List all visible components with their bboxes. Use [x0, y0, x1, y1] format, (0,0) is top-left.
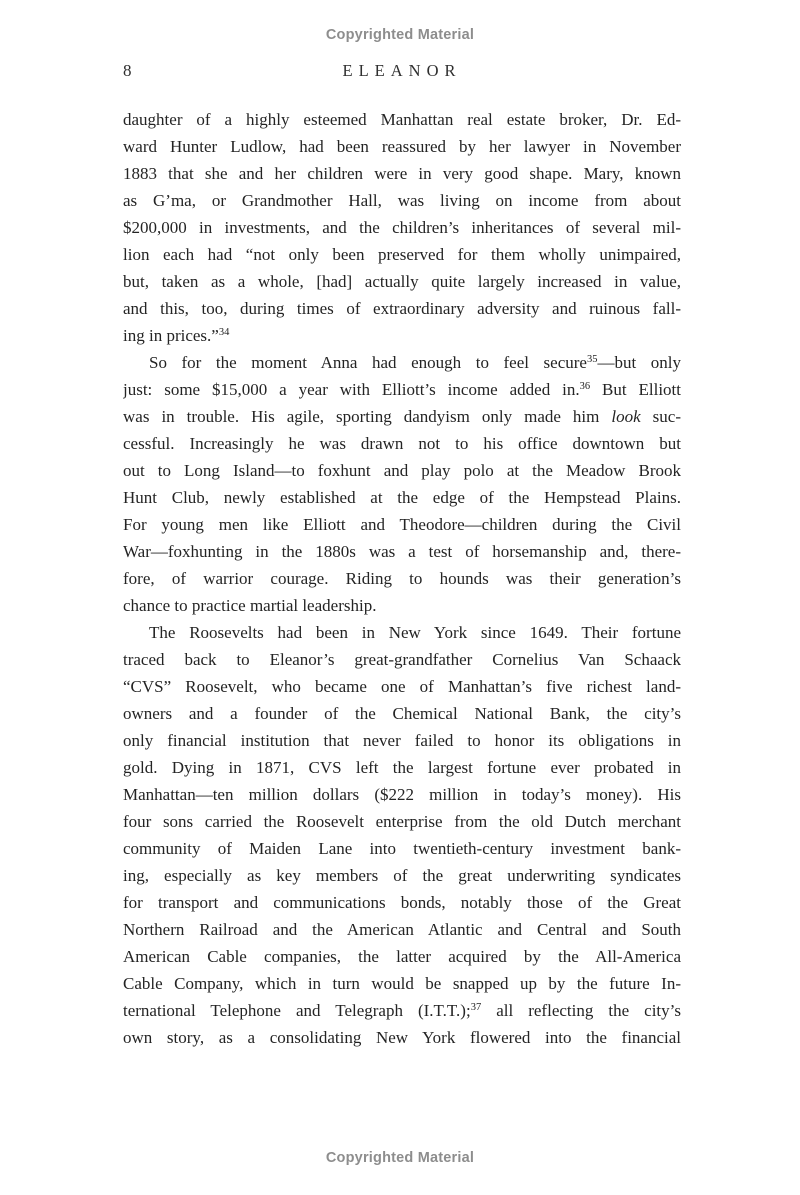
text-line — [123, 727, 681, 754]
text-line — [123, 160, 681, 187]
text-line — [123, 187, 681, 214]
text-line — [123, 835, 681, 862]
text-line — [123, 673, 681, 700]
italic-text: look — [611, 407, 641, 426]
text-line — [123, 457, 681, 484]
text-segment: cessful. Increasingly he was drawn not to his office downtown but — [123, 434, 681, 453]
text-segment: suc- — [640, 407, 681, 426]
text-segment: only financial institution that never failed to honor its obligations in — [123, 731, 681, 750]
text-line — [123, 592, 681, 619]
text-segment: Northern Railroad and the American Atlantic and Central and South — [123, 920, 681, 939]
text-segment: fore, of warrior courage. Riding to hounds was their generation’s — [123, 569, 681, 588]
text-line — [123, 106, 681, 133]
text-line — [123, 484, 681, 511]
footnote-ref: 37 — [470, 1002, 482, 1013]
text-line — [123, 349, 681, 376]
paragraph — [123, 349, 681, 619]
text-segment: community of Maiden Lane into twentieth-century investment bank- — [123, 839, 681, 858]
text-line — [123, 889, 681, 916]
text-segment: traced back to Eleanor’s great-grandfather Cornelius Van Schaack — [123, 650, 681, 669]
text-segment: and this, too, during times of extraordinary adversity and ruinous fall- — [123, 299, 681, 318]
text-segment: So for the moment Anna had enough to feel secure — [149, 353, 587, 372]
text-segment: lion each had “not only been preserved for them wholly unimpaired, — [123, 245, 681, 264]
text-line — [123, 619, 681, 646]
text-segment: four sons carried the Roosevelt enterprise from the old Dutch merchant — [123, 812, 681, 831]
text-segment: Manhattan—ten million dollars ($222 million in today’s money). His — [123, 785, 681, 804]
footnote-ref: 35 — [586, 354, 598, 365]
text-segment: own story, as a consolidating New York flowered into the financial — [123, 1028, 681, 1047]
text-segment: For young men like Elliott and Theodore—children during the Civil — [123, 515, 681, 534]
text-line — [123, 970, 681, 997]
text-line — [123, 241, 681, 268]
text-segment: 1883 that she and her children were in very good shape. Mary, known — [123, 164, 681, 183]
text-segment: The Roosevelts had been in New York since 1649. Their fortune — [149, 623, 681, 642]
text-segment: gold. Dying in 1871, CVS left the largest fortune ever probated in — [123, 758, 681, 777]
text-segment: —but only — [597, 353, 681, 372]
text-line — [123, 511, 681, 538]
text-line — [123, 997, 681, 1024]
text-line — [123, 214, 681, 241]
text-segment: But Elliott — [590, 380, 681, 399]
text-line — [123, 133, 681, 160]
text-line — [123, 403, 681, 430]
page-header — [123, 61, 681, 83]
text-line — [123, 376, 681, 403]
text-segment: was in trouble. His agile, sporting dandyism only made him — [123, 407, 612, 426]
text-segment: Cable Company, which in turn would be snapped up by the future In- — [123, 974, 681, 993]
page-number: 8 — [123, 61, 132, 80]
paragraph — [123, 619, 681, 1051]
text-segment: War—foxhunting in the 1880s was a test of horsemanship and, there- — [123, 542, 681, 561]
text-line — [123, 754, 681, 781]
text-segment: out to Long Island—to foxhunt and play polo at the Meadow Brook — [123, 461, 681, 480]
text-segment: but, taken as a whole, [had] actually quite largely increased in value, — [123, 272, 681, 291]
running-head-title: ELEANOR — [342, 61, 462, 80]
text-line — [123, 295, 681, 322]
text-segment: “CVS” Roosevelt, who became one of Manhattan’s five richest land- — [123, 677, 681, 696]
text-segment: owners and a founder of the Chemical National Bank, the city’s — [123, 704, 681, 723]
text-line — [123, 1024, 681, 1051]
text-line — [123, 916, 681, 943]
text-segment: ing, especially as key members of the great underwriting syndicates — [123, 866, 681, 885]
text-segment: American Cable companies, the latter acquired by the All-America — [123, 947, 681, 966]
text-line — [123, 862, 681, 889]
text-line — [123, 781, 681, 808]
text-segment: ward Hunter Ludlow, had been reassured by her lawyer in November — [123, 137, 681, 156]
copyright-notice-top: Copyrighted Material — [325, 27, 475, 43]
text-line — [123, 322, 681, 349]
text-line — [123, 808, 681, 835]
text-segment: ternational Telephone and Telegraph (I.T.T.); — [123, 1001, 471, 1020]
text-line — [123, 430, 681, 457]
text-line — [123, 538, 681, 565]
text-segment: daughter of a highly esteemed Manhattan real estate broker, Dr. Ed- — [123, 110, 681, 129]
footnote-ref: 36 — [579, 381, 591, 392]
text-segment: Hunt Club, newly established at the edge of the Hempstead Plains. — [123, 488, 681, 507]
text-line — [123, 700, 681, 727]
paragraph — [123, 106, 681, 349]
text-segment: all reflecting the city’s — [481, 1001, 681, 1020]
text-line — [123, 565, 681, 592]
text-segment: for transport and communications bonds, notably those of the Great — [123, 893, 681, 912]
text-line — [123, 268, 681, 295]
text-segment: just: some $15,000 a year with Elliott’s income added in. — [123, 380, 580, 399]
text-line — [123, 943, 681, 970]
footnote-ref: 34 — [218, 327, 230, 338]
body-text — [123, 106, 681, 1051]
text-segment: as G’ma, or Grandmother Hall, was living on income from about — [123, 191, 681, 210]
text-segment: $200,000 in investments, and the children’s inheritances of several mil- — [123, 218, 681, 237]
text-segment: ing in prices.” — [123, 326, 219, 345]
text-line — [123, 646, 681, 673]
text-segment: chance to practice martial leadership. — [123, 596, 377, 615]
copyright-notice-bottom: Copyrighted Material — [325, 1150, 475, 1166]
